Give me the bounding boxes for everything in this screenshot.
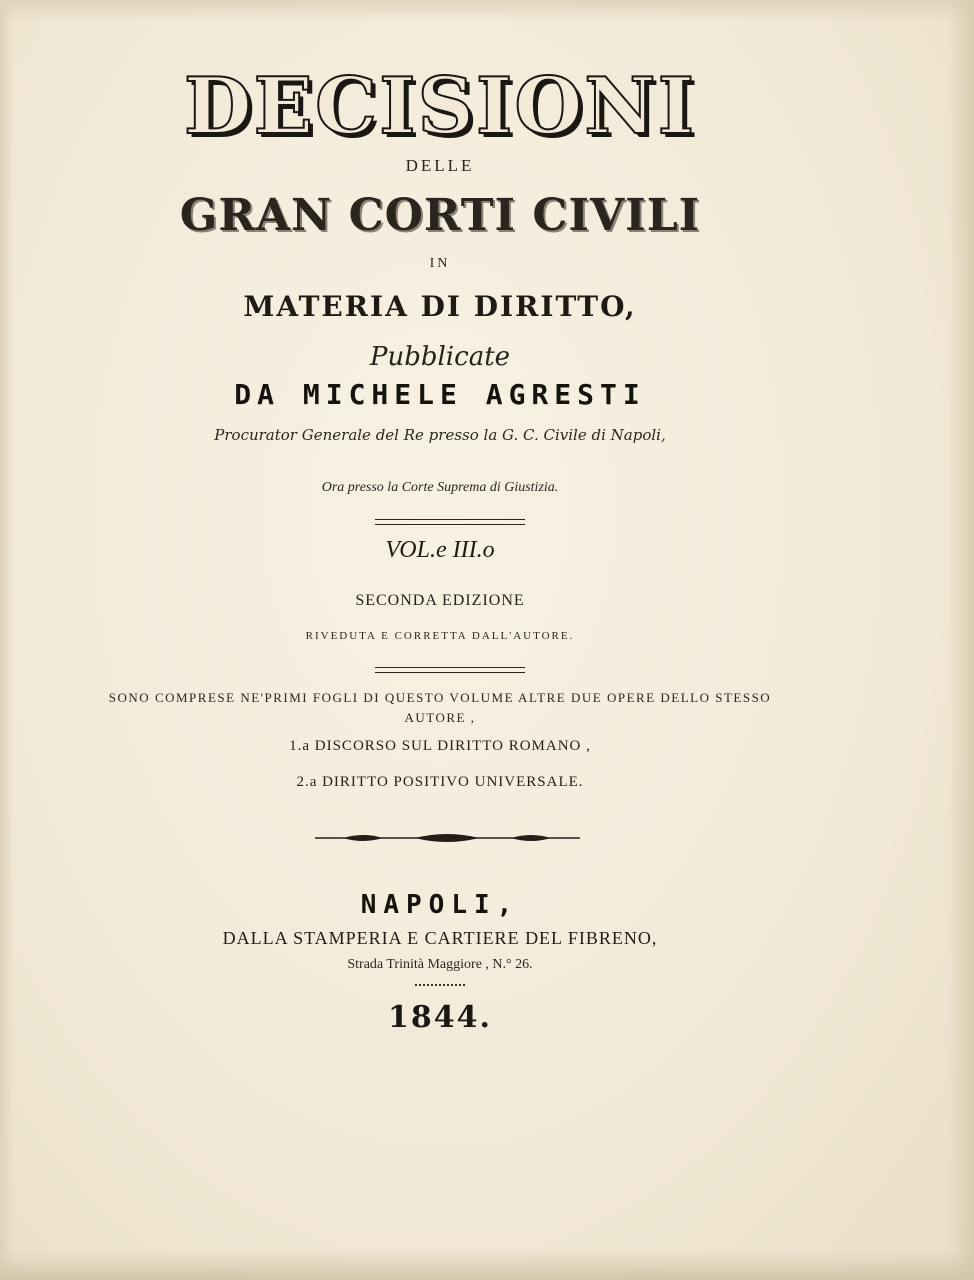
publication-year: 1844.: [388, 1000, 492, 1035]
printer-address: Strada Trinità Maggiore , N.° 26.: [347, 957, 533, 972]
double-rule-divider: [375, 667, 525, 673]
paper-edge-top: [0, 0, 974, 22]
included-work-2: 2.a DIRITTO POSITIVO UNIVERSALE.: [296, 774, 584, 790]
author-name: DA MICHELE AGRESTI: [234, 378, 646, 411]
subtitle-delle: DELLE: [405, 156, 475, 175]
printer-name: DALLA STAMPERIA E CARTIERE DEL FIBRENO,: [222, 928, 658, 948]
ornamental-divider: [315, 828, 580, 848]
author-role: Procurator Generale del Re presso la G. C. Civile di Napoli,: [214, 426, 666, 444]
double-rule-divider: [375, 519, 525, 525]
paper-edge-right: [948, 0, 974, 1280]
contents-note-line: AUTORE ,: [404, 710, 476, 725]
main-title: DECISIONI: [183, 61, 697, 152]
paper-edge-bottom: [0, 1250, 974, 1280]
contents-note-line: SONO COMPRESE NE'PRIMI FOGLI DI QUESTO VOLUME ALTRE DUE OPERE DELLO STESSO: [108, 690, 772, 705]
contents-note: [0, 688, 880, 728]
edition-label: SECONDA EDIZIONE: [355, 592, 525, 609]
volume-number: VOL.e III.o: [385, 537, 495, 563]
included-work-1: 1.a DISCORSO SUL DIRITTO ROMANO ,: [289, 738, 591, 754]
subtitle-gran-corti-civili: GRAN CORTI CIVILI: [179, 190, 701, 241]
dotted-divider: [415, 984, 465, 988]
pubblicate-script: Pubblicate: [369, 342, 511, 372]
revised-label: RIVEDUTA E CORRETTA DALL'AUTORE.: [305, 630, 575, 642]
place-of-publication: NAPOLI,: [360, 890, 520, 920]
author-current-post: Ora presso la Corte Suprema di Giustizia.: [321, 480, 559, 495]
subtitle-materia-di-diritto: MATERIA DI DIRITTO,: [243, 290, 637, 323]
subtitle-in: IN: [429, 256, 451, 271]
